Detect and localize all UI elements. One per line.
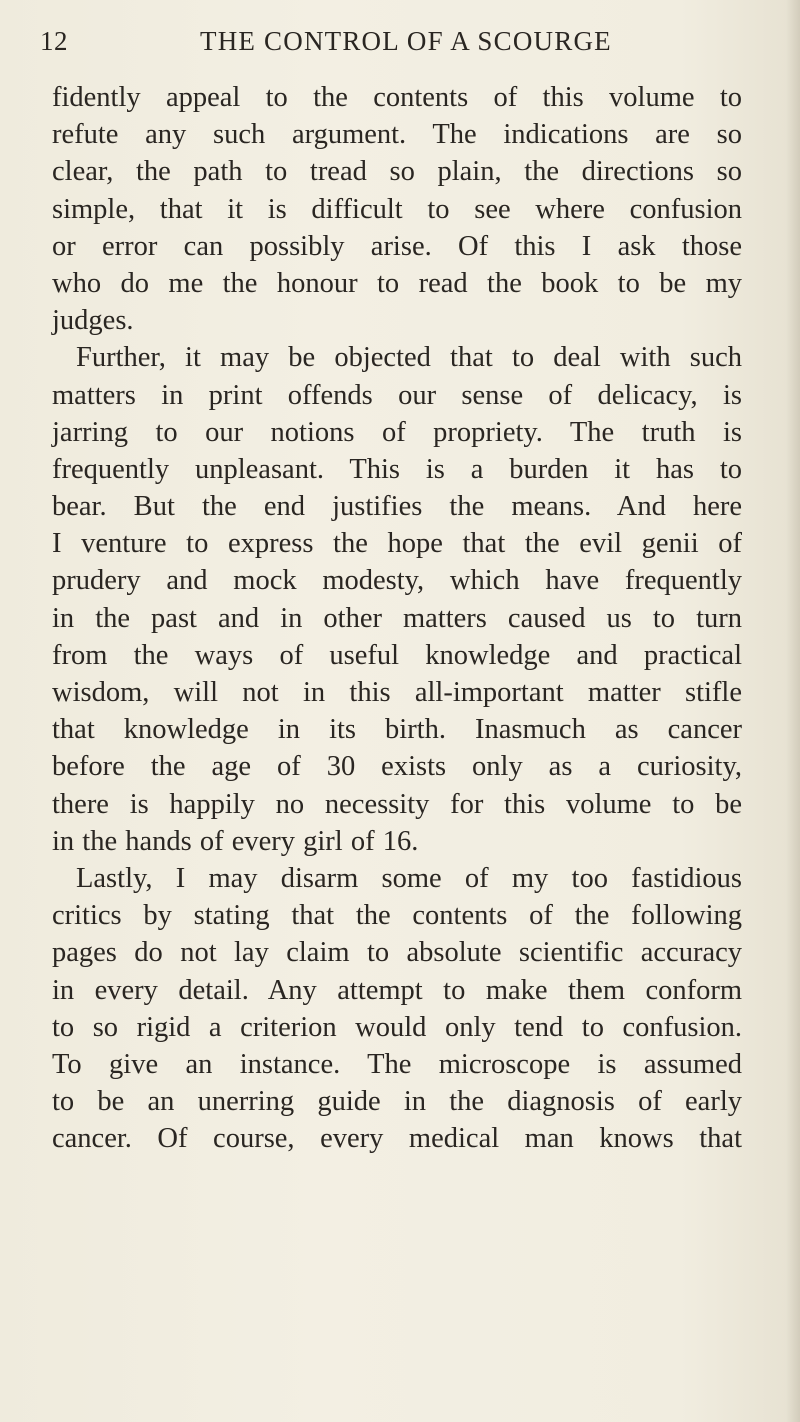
text-line: there is happily no necessity for this volume to be [52, 788, 742, 820]
text-line: jarring to our notions of propriety. The truth is [52, 416, 742, 448]
text-line: matters in print offends our sense of delicacy, is [52, 379, 742, 411]
text-line: fidently appeal to the contents of this volume to [52, 82, 742, 113]
text-line: judges. [52, 305, 134, 337]
text-line: that knowledge in its birth. Inasmuch as cancer [52, 714, 742, 746]
text-line: in the past and in other matters caused us to turn [52, 602, 742, 634]
text-line: before the age of 30 exists only as a curiosity, [52, 751, 742, 783]
text-line: cancer. Of course, every medical man knows that [52, 1123, 742, 1155]
text-line: refute any such argument. The indications are so [52, 119, 742, 151]
text-line: simple, that it is difficult to see where confusion [52, 193, 742, 225]
text-line: frequently unpleasant. This is a burden it has to [52, 453, 742, 485]
text-line: To give an instance. The microscope is assumed [52, 1048, 742, 1080]
running-title: THE CONTROL OF A SCOURGE [200, 26, 612, 56]
text-line: or error can possibly arise. Of this I ask those [52, 230, 742, 262]
text-line: from the ways of useful knowledge and practical [52, 639, 742, 671]
text-line: in every detail. Any attempt to make them conform [52, 974, 742, 1006]
running-head [40, 26, 758, 62]
page-edge-shadow [786, 0, 800, 1422]
text-line: Lastly, I may disarm some of my too fastidious [76, 862, 742, 894]
text-line: pages do not lay claim to absolute scientific accuracy [52, 937, 742, 969]
text-line: critics by stating that the contents of the following [52, 900, 742, 932]
text-line: bear. But the end justifies the means. And here [52, 491, 742, 523]
text-line: wisdom, will not in this all-important matter stifle [52, 677, 742, 708]
text-line: to be an unerring guide in the diagnosis of early [52, 1086, 742, 1118]
page-number: 12 [40, 26, 68, 56]
text-line: I venture to express the hope that the evil genii of [52, 528, 742, 560]
text-line: who do me the honour to read the book to be my [52, 267, 742, 299]
text-line: prudery and mock modesty, which have frequently [52, 565, 742, 597]
body-text [52, 79, 742, 1157]
text-line: in the hands of every girl of 16. [52, 825, 419, 857]
text-line: to so rigid a criterion would only tend to confusion. [52, 1011, 742, 1043]
text-line: Further, it may be objected that to deal with such [76, 342, 742, 374]
text-line: clear, the path to tread so plain, the directions so [52, 156, 742, 188]
